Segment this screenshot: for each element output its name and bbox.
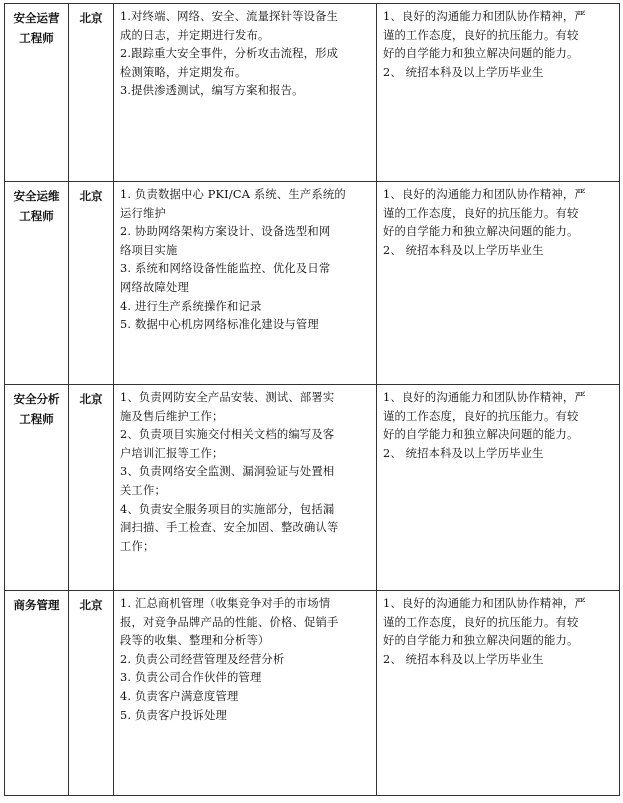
job-title: 商务管理: [13, 598, 60, 612]
duty-line: 户培训汇报等工作；: [120, 446, 224, 460]
job-title-cell: [5, 182, 69, 385]
duty-line: 1.对终端、网络、安全、流量探针等设备生: [120, 10, 339, 23]
job-location: 北京: [69, 385, 114, 591]
job-title: 安全分析: [13, 392, 60, 406]
job-row: [5, 591, 620, 796]
job-requirements: [377, 4, 620, 182]
requirement-line: 2、 统招本科及以上学历毕业生: [383, 446, 544, 460]
job-duties: [114, 591, 377, 796]
duty-line: 5. 负责客户投诉处理: [120, 708, 227, 722]
job-location: 北京: [69, 182, 114, 385]
job-requirements: [377, 591, 620, 796]
requirement-line: 1、良好的沟通能力和团队协作精神，严: [383, 597, 586, 610]
job-requirements: [377, 182, 620, 385]
requirement-line: 2、 统招本科及以上学历毕业生: [383, 243, 544, 257]
requirement-line: 谨的工作态度，良好的抗压能力。有较: [383, 28, 579, 42]
duty-line: 2.跟踪重大安全事件，分析攻击流程，形成: [120, 47, 339, 61]
job-duties: [114, 4, 377, 182]
duty-line: 1. 负责数据中心 PKI/CA 系统、生产系统的: [120, 188, 346, 201]
duty-line: 1、负责网防安全产品安装、测试、部署实: [120, 391, 335, 404]
job-title: 工程师: [19, 31, 54, 45]
duty-line: 1. 汇总商机管理（收集竞争对手的市场情: [120, 597, 331, 610]
job-duties: [114, 385, 377, 591]
job-row: [5, 385, 620, 591]
duty-line: 2. 负责公司经营管理及经营分析: [120, 652, 285, 666]
requirement-line: 1、良好的沟通能力和团队协作精神，严: [383, 188, 586, 201]
requirement-line: 好的自学能力和独立解决问题的能力。: [383, 634, 579, 648]
job-title-cell: [5, 591, 69, 796]
duty-line: 4、负责安全服务项目的实施部分，包括漏: [120, 502, 335, 516]
job-title-cell: [5, 385, 69, 591]
duty-line: 检测策略，并定期发布。: [120, 65, 247, 79]
duty-line: 2、负责项目实施交付相关文档的编写及客: [120, 428, 335, 442]
requirement-line: 谨的工作态度，良好的抗压能力。有较: [383, 206, 579, 220]
requirement-line: 好的自学能力和独立解决问题的能力。: [383, 225, 579, 239]
job-title-cell: [5, 4, 69, 182]
requirement-line: 好的自学能力和独立解决问题的能力。: [383, 47, 579, 61]
duty-line: 3、负责网络安全监测、漏洞验证与处置相: [120, 465, 335, 479]
duty-line: 工作；: [120, 539, 155, 553]
duty-line: 4. 负责客户满意度管理: [120, 689, 239, 703]
requirement-line: 1、良好的沟通能力和团队协作精神，严: [383, 10, 586, 23]
duty-line: 关工作；: [120, 483, 166, 497]
job-location: 北京: [69, 4, 114, 182]
duty-line: 洞扫描、手工检查、安全加固、整改确认等: [120, 521, 339, 535]
duty-line: 络项目实施: [120, 243, 178, 257]
requirement-line: 2、 统招本科及以上学历毕业生: [383, 652, 544, 666]
duty-line: 2. 协助网络架构方案设计、设备选型和网: [120, 225, 331, 239]
job-row: [5, 182, 620, 385]
duty-line: 3. 负责公司合作伙伴的管理: [120, 671, 262, 685]
requirement-line: 谨的工作态度，良好的抗压能力。有较: [383, 615, 579, 629]
duty-line: 5. 数据中心机房网络标准化建设与管理: [120, 318, 319, 332]
duty-line: 网络故障处理: [120, 280, 189, 294]
duty-line: 施及售后维护工作；: [120, 409, 224, 423]
duty-line: 3. 系统和网络设备性能监控、优化及日常: [120, 262, 331, 276]
duty-line: 4. 进行生产系统操作和记录: [120, 299, 262, 313]
requirement-line: 1、良好的沟通能力和团队协作精神，严: [383, 391, 586, 404]
job-title: 工程师: [19, 209, 54, 223]
duty-line: 运行维护: [120, 206, 166, 220]
job-duties: [114, 182, 377, 385]
requirement-line: 好的自学能力和独立解决问题的能力。: [383, 428, 579, 442]
job-title: 工程师: [19, 412, 54, 426]
job-row: [5, 4, 620, 182]
duty-line: 3.提供渗透测试，编写方案和报告。: [120, 84, 304, 98]
job-location: 北京: [69, 591, 114, 796]
requirement-line: 2、 统招本科及以上学历毕业生: [383, 65, 544, 79]
job-requirements: [377, 385, 620, 591]
duty-line: 段等的收集、整理和分析等）: [120, 634, 270, 648]
duty-line: 成的日志，并定期进行发布。: [120, 28, 270, 42]
job-title: 安全运维: [13, 189, 60, 203]
duty-line: 报，对竞争品牌产品的性能、价格、促销手: [120, 615, 339, 629]
job-title: 安全运营: [13, 11, 60, 25]
job-table: [4, 3, 620, 796]
requirement-line: 谨的工作态度，良好的抗压能力。有较: [383, 409, 579, 423]
